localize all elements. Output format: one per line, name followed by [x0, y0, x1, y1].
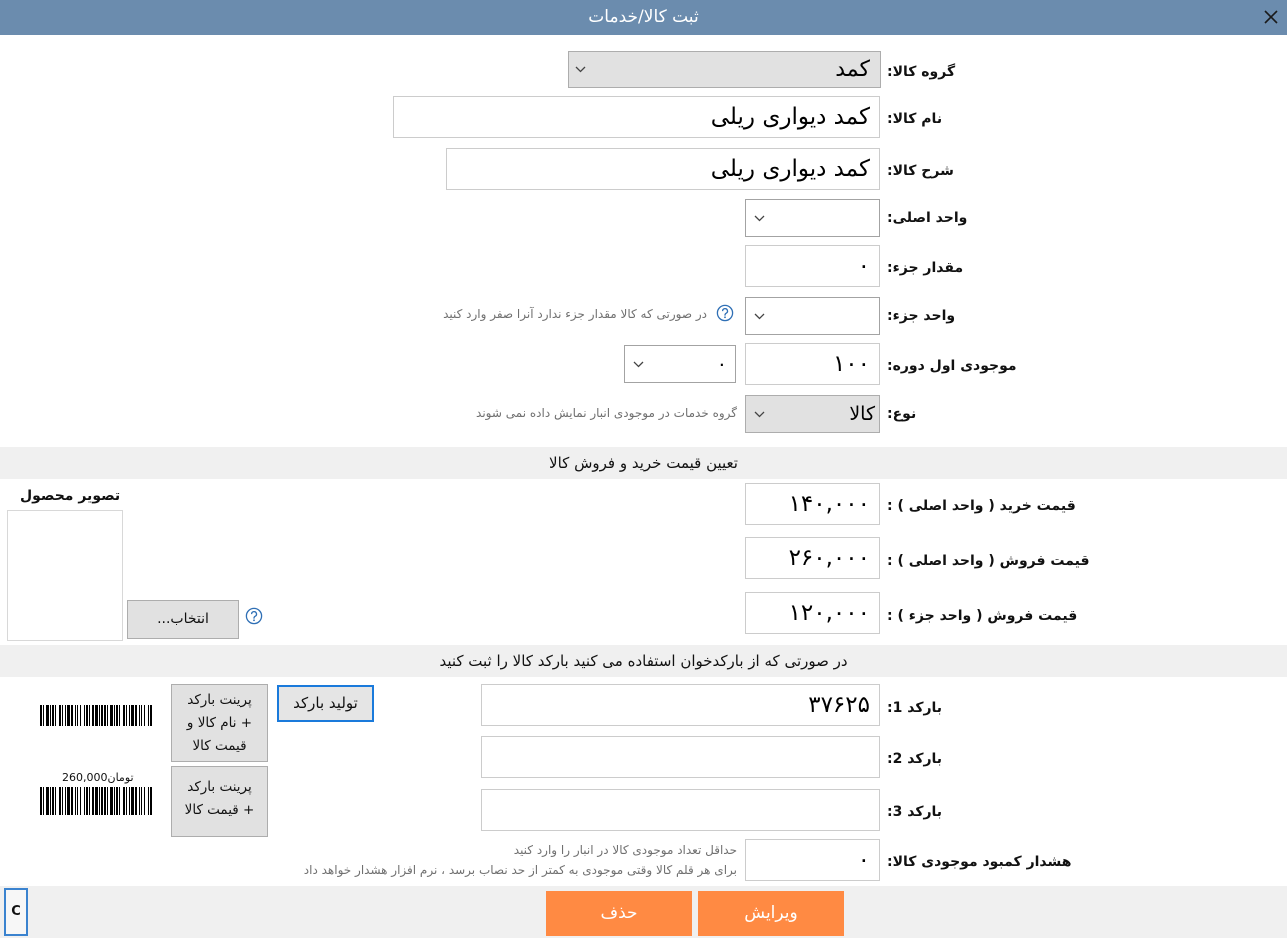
barcode-bar	[89, 787, 90, 815]
barcode-bar	[46, 705, 49, 726]
purchase-price-label: قیمت خرید ( واحد اصلی ) :	[887, 498, 1076, 514]
sale-price-sub-input[interactable]	[745, 592, 880, 634]
barcode-bar	[43, 705, 44, 726]
barcode-bar	[67, 787, 70, 815]
barcode-bar	[59, 787, 61, 815]
button-line: پرینت بارکد	[187, 779, 252, 795]
barcode-bar	[114, 787, 115, 815]
barcode-bar	[92, 705, 94, 726]
barcode-bar	[40, 705, 42, 726]
main-unit-label: واحد اصلی:	[887, 210, 968, 226]
barcode2-input[interactable]	[481, 736, 880, 778]
sub-unit-label: واحد جزء:	[887, 308, 956, 324]
barcode-bar	[80, 787, 81, 815]
barcode-section-title: در صورتی که از بارکدخوان استفاده می کنید بارکد کالا را ثبت کنید	[0, 645, 1287, 677]
stock-warning-label: هشدار کمبود موجودی کالا:	[887, 854, 1072, 870]
barcode-bar	[144, 787, 145, 815]
stock-warning-input[interactable]	[745, 839, 880, 881]
barcode-bar	[104, 705, 106, 726]
sub-unit-hint: در صورتی که کالا مقدار جزء ندارد آنرا صفر وارد کنید	[443, 307, 707, 321]
button-line: پرینت بارکد	[187, 692, 252, 708]
print-barcode-price-button[interactable]	[171, 766, 268, 837]
barcode-bar	[50, 705, 51, 726]
sale-price-main-label: قیمت فروش ( واحد اصلی ) :	[887, 553, 1090, 569]
barcode-bar	[123, 705, 125, 726]
barcode-bar	[86, 705, 88, 726]
barcode-bar	[75, 705, 76, 726]
barcode-bar	[95, 705, 98, 726]
description-input[interactable]	[446, 148, 880, 190]
barcode3-input[interactable]	[481, 789, 880, 831]
product-image-box	[7, 510, 123, 641]
barcode-bar	[71, 705, 73, 726]
edit-button[interactable]: ویرایش	[698, 891, 844, 936]
print-barcode-name-price-button[interactable]	[171, 684, 268, 762]
sub-amount-label: مقدار جزء:	[887, 260, 964, 276]
type-label: نوع:	[887, 406, 917, 422]
barcode-bar	[141, 787, 142, 815]
barcode-bar	[131, 705, 134, 726]
warehouse-select[interactable]	[624, 345, 736, 383]
barcode-bar	[116, 787, 118, 815]
barcode-bar	[139, 787, 140, 815]
barcode-bar	[126, 787, 127, 815]
barcode-bar	[86, 787, 88, 815]
barcode-bar	[101, 705, 103, 726]
button-line: قیمت کالا	[192, 738, 247, 754]
barcode-bar	[99, 787, 100, 815]
description-label: شرح کالا:	[887, 163, 954, 179]
barcode-preview	[40, 705, 152, 726]
opening-stock-input[interactable]	[745, 343, 880, 385]
group-label: گروه کالا:	[887, 64, 956, 80]
barcode-bar	[135, 787, 137, 815]
barcode-bar	[150, 787, 152, 815]
close-icon[interactable]	[1262, 8, 1280, 26]
barcode2-label: بارکد 2:	[887, 751, 943, 767]
choose-image-button[interactable]: انتخاب...	[127, 600, 239, 639]
barcode-bar	[110, 705, 113, 726]
barcode-bar	[43, 787, 44, 815]
chevron-down-icon	[754, 313, 765, 320]
group-select[interactable]	[568, 51, 881, 88]
product-image-label: تصویر محصول	[20, 488, 121, 504]
help-icon[interactable]	[245, 607, 263, 625]
delete-button[interactable]: حذف	[546, 891, 692, 936]
sub-amount-input[interactable]	[745, 245, 880, 287]
stock-warning-hint-line1: حداقل تعداد موجودی کالا در انبار را وارد کنید	[513, 843, 737, 857]
sub-unit-select[interactable]	[745, 297, 880, 335]
barcode-bar	[84, 705, 85, 726]
barcode1-input[interactable]	[481, 684, 880, 726]
barcode-bar	[50, 787, 51, 815]
barcode-bar	[114, 705, 115, 726]
barcode-bar	[77, 705, 78, 726]
barcode-bar	[104, 787, 106, 815]
barcode-bar	[101, 787, 103, 815]
barcode-bar	[129, 705, 130, 726]
barcode-bar	[141, 705, 142, 726]
barcode-bar	[67, 705, 70, 726]
barcode-bar	[126, 705, 127, 726]
barcode-bar	[107, 705, 108, 726]
chevron-down-icon	[754, 411, 765, 418]
barcode-price-preview	[40, 787, 152, 815]
barcode-bar	[131, 787, 134, 815]
barcode-bar	[62, 705, 63, 726]
chevron-down-icon	[633, 361, 644, 368]
barcode-bar	[77, 787, 78, 815]
barcode-bar	[65, 787, 66, 815]
barcode-bar	[52, 705, 54, 726]
barcode-bar	[71, 787, 73, 815]
sale-price-main-input[interactable]	[745, 537, 880, 579]
sale-price-sub-label: قیمت فروش ( واحد جزء ) :	[887, 608, 1078, 624]
barcode-bar	[119, 787, 120, 815]
button-line: + قیمت کالا	[184, 802, 255, 818]
type-hint: گروه خدمات در موجودی انبار نمایش داده نمی شوند	[476, 406, 737, 420]
barcode1-label: بارکد 1:	[887, 700, 943, 716]
group-select-value: کمد	[835, 57, 870, 82]
barcode-bar	[46, 787, 49, 815]
name-input[interactable]	[393, 96, 880, 138]
type-select-value: کالا	[849, 403, 875, 425]
barcode-bar	[99, 705, 100, 726]
barcode-bar	[119, 705, 120, 726]
generate-barcode-button[interactable]: تولید بارکد	[277, 685, 374, 722]
barcode-bar	[62, 787, 63, 815]
barcode-bar	[150, 705, 152, 726]
barcode-bar	[144, 705, 145, 726]
name-label: نام کالا:	[887, 111, 943, 127]
opening-stock-label: موجودی اول دوره:	[887, 358, 1017, 374]
c-button[interactable]: C	[4, 888, 28, 936]
barcode-bar	[139, 705, 140, 726]
barcode-bar	[95, 787, 98, 815]
barcode-preview-price: 260,000تومان	[62, 771, 134, 784]
barcode-bar	[40, 787, 42, 815]
barcode-bar	[110, 787, 113, 815]
barcode-bar	[84, 787, 85, 815]
barcode-bar	[52, 787, 54, 815]
barcode-bar	[148, 787, 149, 815]
chevron-down-icon	[754, 215, 765, 222]
barcode-bar	[148, 705, 149, 726]
barcode-bar	[116, 705, 118, 726]
chevron-down-icon	[575, 66, 586, 73]
stock-warning-hint-line2: برای هر قلم کالا وقتی موجودی به کمتر از حد نصاب برسد ، نرم افزار هشدار خواهد داد	[303, 863, 737, 877]
barcode-bar	[80, 705, 81, 726]
barcode-bar	[75, 787, 76, 815]
barcode-bar	[129, 787, 130, 815]
barcode-bar	[89, 705, 90, 726]
barcode-bar	[59, 705, 61, 726]
barcode-bar	[107, 787, 108, 815]
help-icon[interactable]	[716, 304, 734, 322]
window-title: ثبت کالا/خدمات	[588, 7, 699, 27]
barcode-bar	[92, 787, 94, 815]
barcode-bar	[55, 787, 56, 815]
warehouse-select-value: ۰	[716, 353, 727, 375]
barcode-bar	[65, 705, 66, 726]
button-line: + نام کالا و	[186, 715, 253, 731]
barcode-bar	[123, 787, 125, 815]
barcode-bar	[135, 705, 137, 726]
barcode-bar	[55, 705, 56, 726]
type-select[interactable]	[745, 395, 880, 433]
purchase-price-input[interactable]	[745, 483, 880, 525]
barcode3-label: بارکد 3:	[887, 804, 943, 820]
pricing-section-title: تعیین قیمت خرید و فروش کالا	[0, 447, 1287, 479]
main-unit-select[interactable]	[745, 199, 880, 237]
